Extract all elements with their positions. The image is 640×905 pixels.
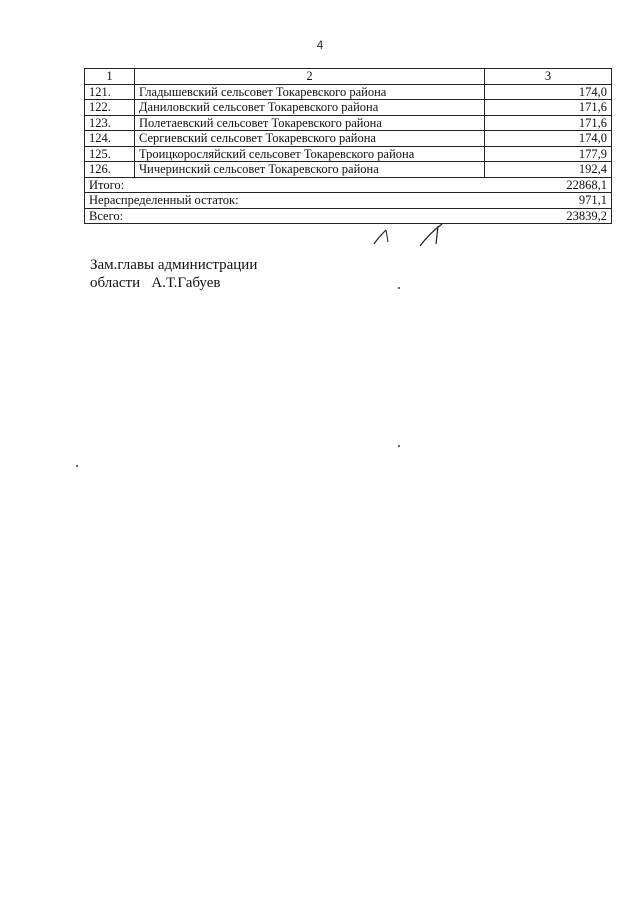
row-value: 171,6 — [485, 100, 612, 116]
scan-speck — [398, 445, 400, 447]
row-number: 126. — [85, 162, 135, 178]
signatory-region: области — [90, 275, 141, 291]
row-number: 124. — [85, 131, 135, 147]
row-name: Полетаевский сельсовет Токаревского района — [135, 115, 485, 131]
row-number: 122. — [85, 100, 135, 116]
row-value: 171,6 — [485, 115, 612, 131]
page-number: 4 — [316, 38, 324, 52]
row-name: Гладышевский сельсовет Токаревского района — [135, 84, 485, 100]
row-value: 192,4 — [485, 162, 612, 178]
handwritten-signature-mark — [366, 222, 456, 248]
row-number: 125. — [85, 146, 135, 162]
scan-speck — [398, 287, 400, 289]
table-header-row — [85, 69, 612, 85]
scan-speck — [76, 465, 78, 467]
unallocated-row — [85, 193, 612, 209]
table-row — [85, 162, 612, 178]
total-value: 22868,1 — [485, 177, 612, 193]
row-name: Чичеринский сельсовет Токаревского района — [135, 162, 485, 178]
table-row — [85, 84, 612, 100]
column-header: 2 — [135, 69, 485, 85]
grand-total-row — [85, 208, 612, 224]
allocation-table — [84, 68, 612, 224]
row-value: 177,9 — [485, 146, 612, 162]
total-row — [85, 177, 612, 193]
table-row — [85, 146, 612, 162]
signatory-line — [90, 274, 257, 292]
row-value: 174,0 — [485, 84, 612, 100]
grand-total-value: 23839,2 — [485, 208, 612, 224]
signatory-name: А.Т.Габуев — [151, 275, 221, 291]
unallocated-label: Нераспределенный остаток: — [85, 193, 485, 209]
column-header: 1 — [85, 69, 135, 85]
signature-block — [90, 256, 257, 292]
total-label: Итого: — [85, 177, 485, 193]
table-row — [85, 100, 612, 116]
column-header: 3 — [485, 69, 612, 85]
table-row — [85, 115, 612, 131]
row-number: 123. — [85, 115, 135, 131]
row-name: Даниловский сельсовет Токаревского района — [135, 100, 485, 116]
row-value: 174,0 — [485, 131, 612, 147]
grand-total-label: Всего: — [85, 208, 485, 224]
unallocated-value: 971,1 — [485, 193, 612, 209]
table-row — [85, 131, 612, 147]
signatory-title: Зам.главы администрации — [90, 257, 258, 273]
row-number: 121. — [85, 84, 135, 100]
row-name: Троицкоросляйский сельсовет Токаревского района — [135, 146, 485, 162]
row-name: Сергиевский сельсовет Токаревского района — [135, 131, 485, 147]
